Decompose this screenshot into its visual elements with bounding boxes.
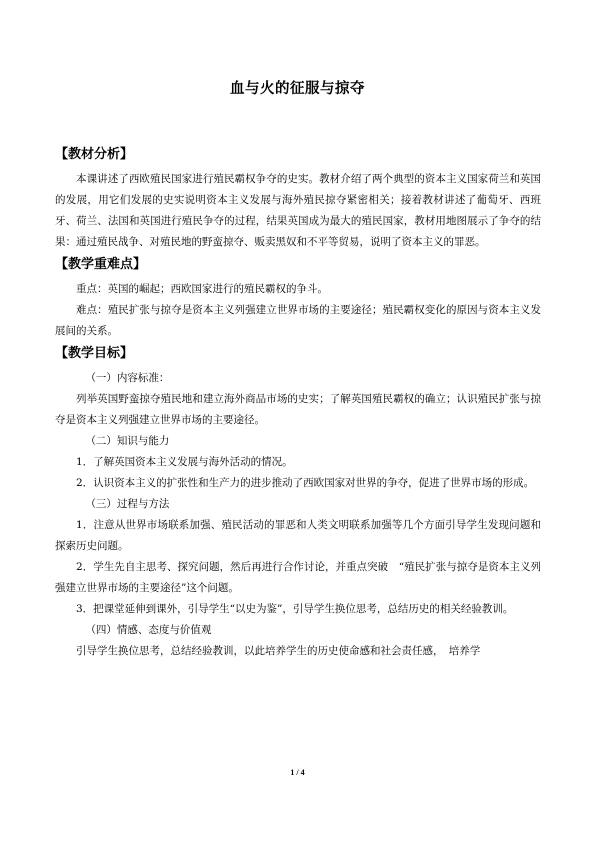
- objective-paragraph: 引导学生换位思考，总结经验教训，以此培养学生的历史使命感和社会责任感， 培养学: [76, 645, 481, 657]
- section-heading-objectives: 【教学目标】: [55, 346, 134, 361]
- objective-paragraph: 1．了解英国资本主义发展与海外活动的情况。: [76, 456, 293, 468]
- objective-paragraph: 2．认识资本主义的扩张性和生产力的进步推动了西欧国家对世界的争夺，促进了世界市场的形成。: [76, 477, 535, 489]
- section-heading-analysis: 【教材分析】: [55, 147, 134, 162]
- section-heading-key-points: 【教学重难点】: [55, 257, 147, 272]
- objective-paragraph: 2．学生先自主思考、探究问题，然后再进行合作讨论，并重点突破 “殖民扩张与掠夺是资本主义列强建立世界市场的主要途径”这个问题。: [55, 561, 541, 594]
- objective-paragraph: 1．注意从世界市场联系加强、殖民活动的罪恶和人类文明联系加强等几个方面引导学生发现问题和探索历史问题。: [55, 519, 541, 552]
- page-number: 1 / 4: [290, 768, 305, 777]
- objective-subhead-content-standard: （一）内容标准：: [85, 372, 170, 384]
- analysis-paragraph: 本课讲述了西欧殖民国家进行殖民霸权争夺的史实。教材介绍了两个典型的资本主义国家荷兰和英国的发展，用它们发展的史实说明资本主义发展与海外殖民掠夺紧密相关；接着教材讲述了葡萄牙、西班牙、荷兰、法国和英国进行殖民争夺的过程，结果英国成为最大的殖民国家，教材用地图展示了争夺的结果：通过殖民战争、对殖民地的野蛮掠夺、贩卖黑奴和不平等贸易，说明了资本主义的罪恶。: [55, 173, 541, 248]
- document-body: [55, 145, 541, 662]
- page-title: 血与火的征服与掠夺: [230, 80, 365, 97]
- objective-paragraph: 3．把课堂延伸到课外，引导学生“以史为鉴”，引导学生换位思考，总结历史的相关经验教训。: [76, 603, 514, 615]
- objective-paragraph: 列举英国野蛮掠夺殖民地和建立海外商品市场的史实；了解英国殖民霸权的确立；认识殖民扩张与掠夺是资本主义列强建立世界市场的主要途径。: [55, 393, 541, 426]
- key-point-paragraph: 重点：英国的崛起；西欧国家进行的殖民霸权的争斗。: [76, 283, 328, 295]
- difficulty-paragraph: 难点：殖民扩张与掠夺是资本主义列强建立世界市场的主要途径；殖民霸权变化的原因与资本主义发展间的关系。: [55, 304, 541, 337]
- objective-subhead-process: （三）过程与方法: [85, 498, 170, 510]
- objective-subhead-attitude: （四）情感、态度与价值观: [85, 624, 212, 636]
- objective-subhead-knowledge: （二）知识与能力: [85, 435, 170, 447]
